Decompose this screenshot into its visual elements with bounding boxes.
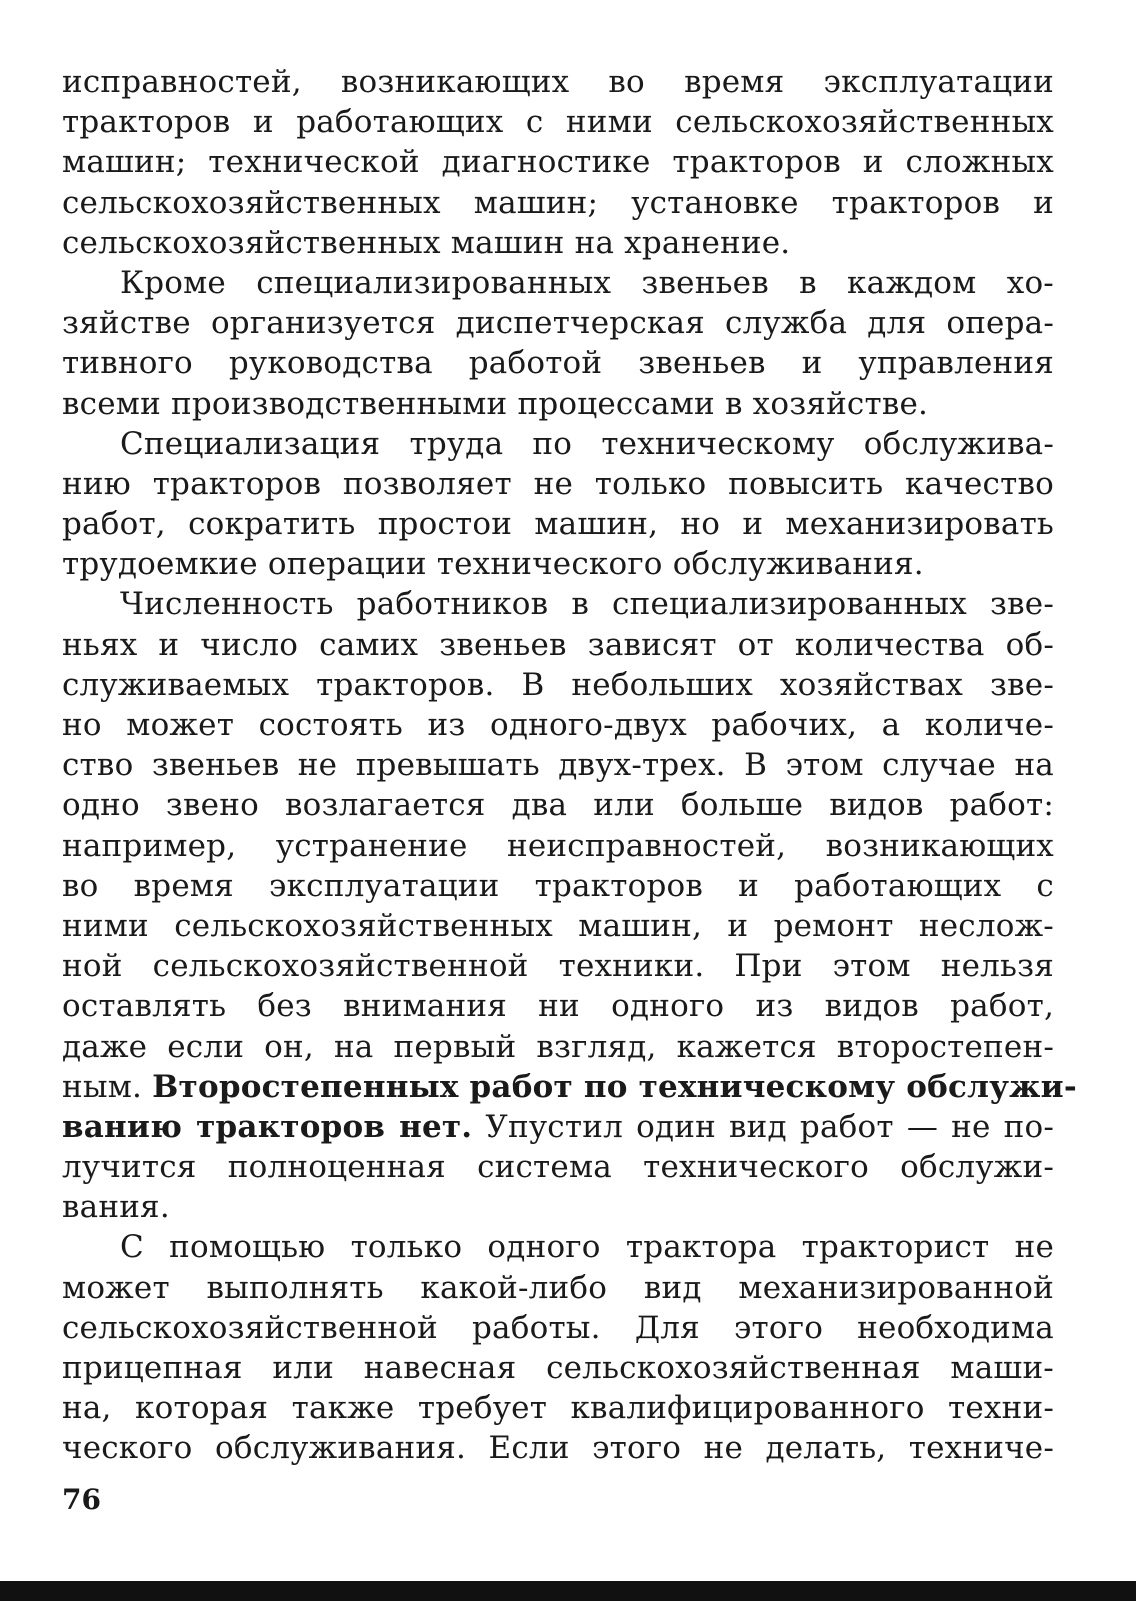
- text-run: сельскохозяйственных машин; установке тракторов и: [62, 184, 1054, 221]
- text-line: [62, 866, 1054, 906]
- text-run: сельскохозяйственной работы. Для этого необходима: [62, 1309, 1054, 1346]
- page-body: [62, 62, 1077, 1469]
- text-line: [62, 584, 1054, 624]
- text-line: [62, 102, 1054, 142]
- text-run: ным.: [62, 1068, 153, 1105]
- text-line: [62, 946, 1054, 986]
- text-line: [62, 183, 1054, 223]
- text-line: [62, 544, 1054, 584]
- text-line: [62, 142, 1054, 182]
- text-line: [62, 1268, 1054, 1308]
- bold-text-run: ванию тракторов нет.: [62, 1108, 473, 1145]
- text-line: [62, 1067, 1077, 1107]
- text-run: прицепная или навесная сельскохозяйственная маши-: [62, 1350, 1054, 1386]
- paragraph: [62, 584, 1077, 1227]
- text-run: на, которая также требует квалифицированного техни-: [62, 1390, 1054, 1427]
- text-run: ньях и число самих звеньев зависят от количества об-: [62, 626, 1054, 663]
- text-run: тивного руководства работой звеньев и управления: [62, 345, 1054, 382]
- text-line: [62, 1147, 1054, 1187]
- text-run: исправностей, возникающих во время эксплуатации: [62, 64, 1054, 100]
- text-line: [62, 263, 1054, 303]
- text-line: [62, 303, 1054, 343]
- text-run: работ, сократить простои машин, но и механизировать: [62, 506, 1054, 543]
- text-run: сельскохозяйственных машин на хранение.: [62, 224, 791, 261]
- text-line: [62, 1107, 1054, 1147]
- text-run: но может состоять из одного-двух рабочих, а количе-: [62, 707, 1054, 743]
- text-line: [62, 1348, 1054, 1388]
- text-run: может выполнять какой-либо вид механизированной: [62, 1269, 1054, 1306]
- text-line: [62, 384, 1054, 424]
- paragraph: [62, 1227, 1054, 1468]
- text-line: [62, 62, 1054, 102]
- bold-text-run: Второстепенных работ по техническому обслужи-: [152, 1068, 1077, 1105]
- text-run: зяйстве организуется диспетчерская служба для опера-: [62, 305, 1054, 342]
- text-line: [62, 223, 1054, 263]
- text-run: С помощью только одного трактора тракторист не: [120, 1229, 1054, 1266]
- text-line: [62, 785, 1054, 825]
- text-line: [62, 1027, 1054, 1067]
- text-line: [62, 1308, 1054, 1348]
- text-line: [62, 986, 1054, 1026]
- text-run: трудоемкие операции технического обслуживания.: [62, 546, 924, 583]
- text-line: [62, 1428, 1054, 1468]
- text-line: [62, 745, 1054, 785]
- text-line: [62, 464, 1054, 504]
- text-line: [62, 424, 1054, 464]
- text-run: одно звено возлагается два или больше видов работ:: [62, 787, 1054, 824]
- text-run: оставлять без внимания ни одного из видов работ,: [62, 988, 1054, 1025]
- text-run: нию тракторов позволяет не только повысить качество: [62, 465, 1054, 502]
- text-run: тракторов и работающих с ними сельскохозяйственных: [62, 104, 1054, 141]
- text-line: [62, 625, 1054, 665]
- paragraph: [62, 62, 1054, 263]
- text-run: Кроме специализированных звеньев в каждом хо-: [120, 264, 1054, 301]
- text-line: [62, 1187, 1054, 1227]
- scan-bottom-edge: [0, 1581, 1136, 1601]
- text-line: [62, 343, 1054, 383]
- text-run: Упустил один вид работ — не по-: [472, 1108, 1055, 1145]
- text-run: служиваемых тракторов. В небольших хозяйствах зве-: [62, 666, 1054, 703]
- text-run: даже если он, на первый взгляд, кажется второстепен-: [62, 1028, 1054, 1065]
- text-run: во время эксплуатации тракторов и работающих с: [62, 867, 1054, 904]
- text-run: лучится полноценная система технического обслужи-: [62, 1149, 1054, 1186]
- page-number: 76: [62, 1483, 101, 1516]
- text-line: [62, 665, 1054, 705]
- text-run: ческого обслуживания. Если этого не делать, техниче-: [62, 1430, 1054, 1467]
- text-run: Специализация труда по техническому обслужива-: [120, 425, 1054, 462]
- text-run: машин; технической диагностике тракторов и сложных: [62, 144, 1054, 181]
- paragraph: [62, 424, 1054, 585]
- text-run: ними сельскохозяйственных машин, и ремонт неслож-: [62, 907, 1054, 944]
- text-run: вания.: [62, 1189, 170, 1226]
- text-run: Численность работников в специализированных зве-: [120, 586, 1054, 623]
- text-line: [62, 1227, 1054, 1267]
- text-line: [62, 826, 1054, 866]
- text-line: [62, 906, 1054, 946]
- text-line: [62, 1388, 1054, 1428]
- text-run: ной сельскохозяйственной техники. При этом нельзя: [62, 948, 1054, 985]
- text-line: [62, 504, 1054, 544]
- text-run: ство звеньев не превышать двух-трех. В этом случае на: [62, 747, 1054, 784]
- paragraph: [62, 263, 1054, 424]
- text-line: [62, 705, 1054, 745]
- text-run: например, устранение неисправностей, возникающих: [62, 827, 1054, 864]
- text-run: всеми производственными процессами в хозяйстве.: [62, 385, 929, 422]
